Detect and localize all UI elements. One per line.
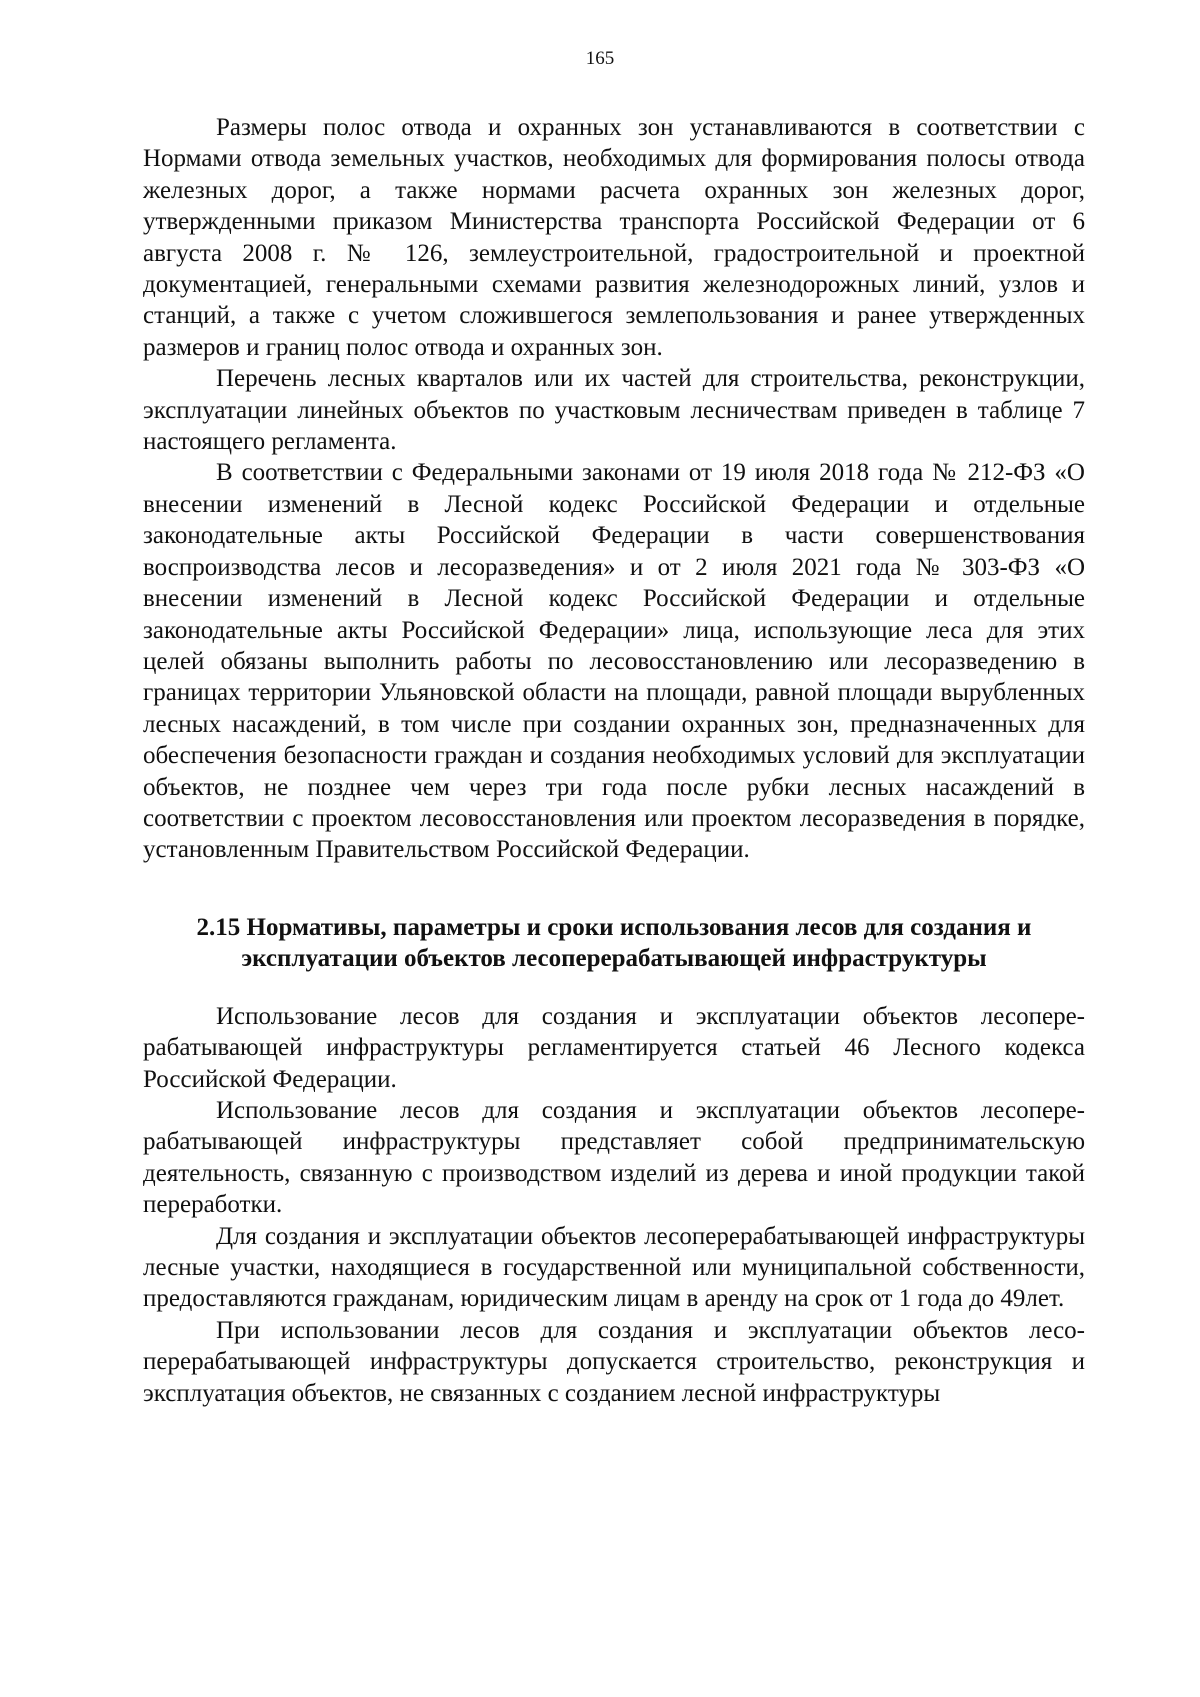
page-number: 165	[585, 48, 615, 69]
paragraph-federal-laws: В соответствии с Федеральными законами от 19 июля 2018 года № 212-ФЗ «О внесении изменений в Лесной кодекс Российской Федерации и отдельные законодательные акты Российской Федерации в части совершенствования воспроизводства лесов и лесоразведения» и от 2 июля 2021 года № 303-ФЗ «О внесении изменений в Лесной кодекс Российской Федерации и отдельные законодательные акты Российской Федерации» лица, использующие леса для этих целей обязаны выполнить работы по лесовосстановлению или лесоразведению в границах территории Ульяновской области на площади, равной площади вырубленных лесных насаждений, в том числе при создании охранных зон, предназначенных для обеспечения безопасности граждан и создания необходимых условий для эксплуатации объектов, не позднее чем через три года после рубки лесных насаждений в соответствии с проектом лесовосстановления или проектом лесоразведения в порядке, установленным Правительством Российской Федерации.	[143, 459, 1085, 864]
paragraph-business-activity: Использование лесов для создания и эксплуатации объектов лесоперерабатывающей инфраструктуры представляет собой предпринимательскую деятельность, связанную с производством изделий из дерева и иной продукции такой переработки.	[143, 1096, 1085, 1219]
paragraph-lease-terms: Для создания и эксплуатации объектов лесоперерабатывающей инфраструктуры лесные участки, находящиеся в государственной или муниципальной собственности, предоставляются гражданам, юридическим лицам в аренду на срок от 1 года до 49лет.	[143, 1222, 1085, 1313]
paragraph-forest-quarters-list: Перечень лесных кварталов или их частей для строительства, реконструкции, эксплуатации линейных объектов по участковым лесничествам приведен в таблице 7 настоящего регламента.	[143, 365, 1085, 456]
paragraph-right-of-way-sizes: Размеры полос отвода и охранных зон устанавливаются в соответствии с Нормами отвода земельных участков, необходимых для формирования полосы отвода железных дорог, а также нормами расчета охранных зон железных дорог, утвержденными приказом Министерства транспорта Российской Федерации от 6 августа 2008 г. № 126, землеустроительной, градостроительной и проектной документацией, генеральными схемами развития железнодорожных линий, узлов и станций, а также с учетом сложившегося землепользования и ранее утвержденных размеров и границ полос отвода и охранных зон.	[143, 114, 1085, 361]
page-content	[143, 112, 1085, 1409]
paragraph-article-46: Использование лесов для создания и эксплуатации объектов лесоперерабатывающей инфраструктуры регламентируется статьей 46 Лесного кодекса Российской Федерации.	[143, 1002, 1085, 1093]
section-heading: 2.15 Нормативы, параметры и сроки использования лесов для создания и эксплуатации объектов лесоперерабатывающей инфраструктуры	[196, 913, 1032, 972]
paragraph-construction-allowed: При использовании лесов для создания и эксплуатации объектов лесоперерабатывающей инфраструктуры допускается строительство, реконструкция и эксплуатация объектов, не связанных с созданием лесной инфраструктуры	[143, 1316, 1085, 1407]
